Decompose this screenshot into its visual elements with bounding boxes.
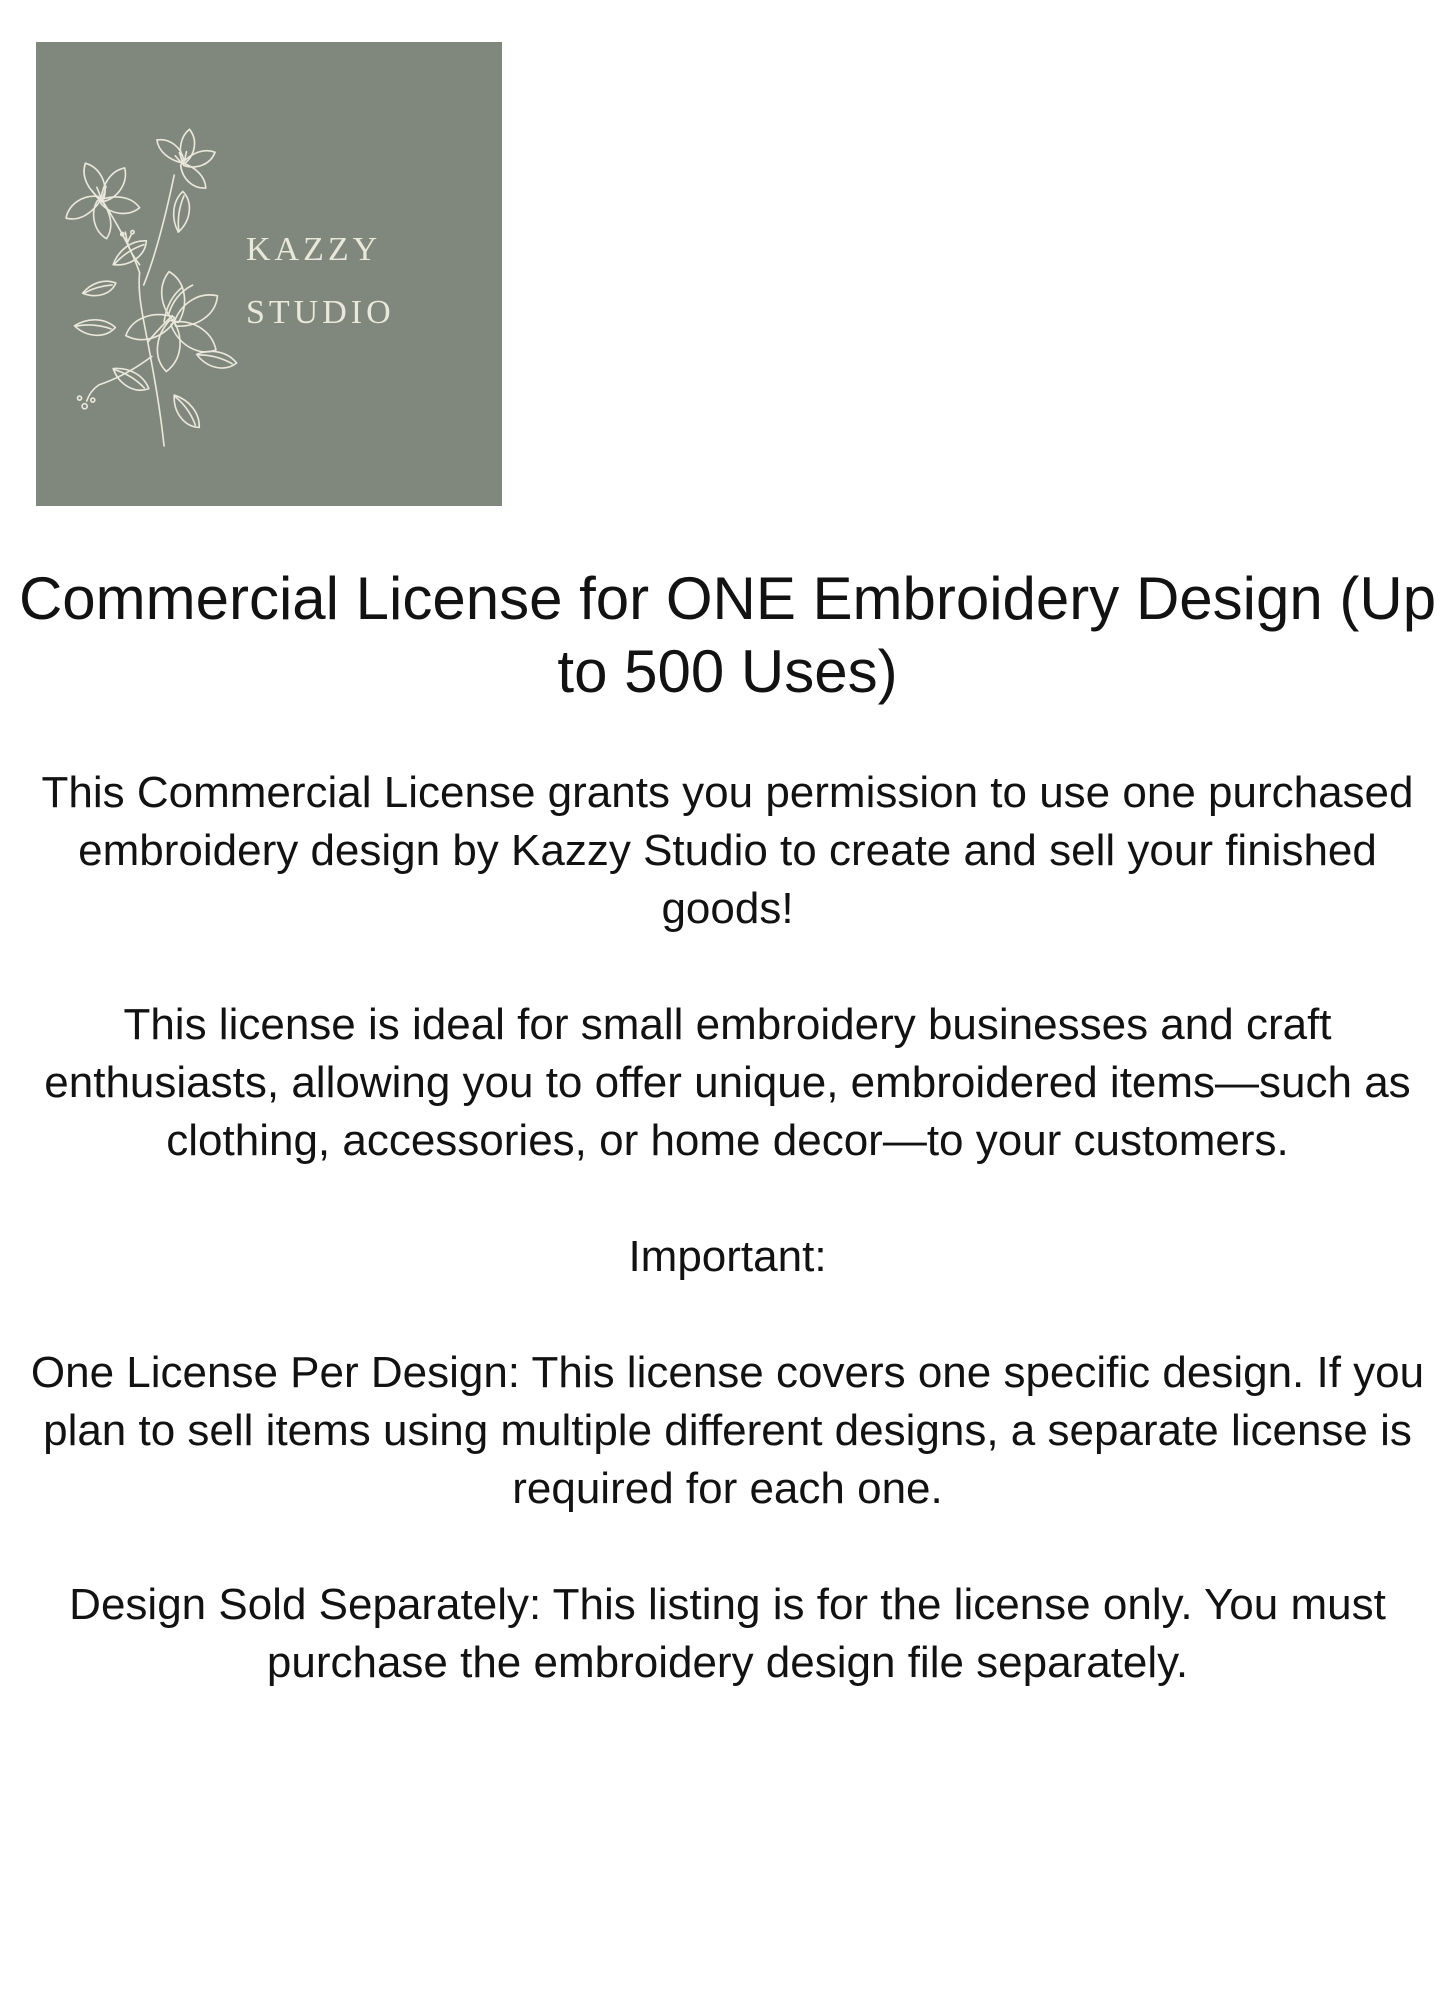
logo-wordmark — [246, 218, 395, 344]
paragraph-line: clothing, accessories, or home decor—to your customers. — [166, 1116, 1289, 1165]
logo-wordmark-line1: KAZZY — [246, 231, 382, 268]
paragraph-line: goods! — [661, 884, 794, 933]
paragraph-line: Design Sold Separately: This listing is for the license only. You must — [69, 1580, 1386, 1629]
logo-wordmark-line2: STUDIO — [246, 294, 395, 331]
paragraph-line: One License Per Design: This license covers one specific design. If you — [30, 1348, 1425, 1397]
paragraph-line: embroidery design by Kazzy Studio to create and sell your finished — [78, 826, 1377, 875]
body-copy — [0, 764, 1455, 1692]
paragraph-line: This Commercial License grants you permission to use one purchased — [41, 768, 1414, 817]
paragraph-one-license-per-design — [0, 1344, 1455, 1518]
paragraph-line: plan to sell items using multiple different designs, a separate license is — [43, 1406, 1412, 1455]
paragraph-line: enthusiasts, allowing you to offer unique, embroidered items—such as — [44, 1058, 1411, 1107]
kazzy-studio-logo — [36, 42, 502, 506]
important-heading-text: Important: — [628, 1232, 827, 1281]
paragraph-line: This license is ideal for small embroidery businesses and craft — [123, 1000, 1332, 1049]
page-title-line: Commercial License for ONE Embroidery Design (Up — [18, 565, 1437, 632]
paragraph-license-grant — [0, 764, 1455, 938]
paragraph-ideal-for — [0, 996, 1455, 1170]
paragraph-design-sold-separately — [0, 1576, 1455, 1692]
paragraph-line: required for each one. — [512, 1464, 943, 1513]
paragraph-line: purchase the embroidery design file separately. — [266, 1638, 1189, 1687]
important-heading — [0, 1228, 1455, 1286]
page-title — [0, 562, 1455, 708]
page-title-line: to 500 Uses) — [557, 638, 898, 705]
floral-bouquet-icon — [54, 112, 268, 448]
